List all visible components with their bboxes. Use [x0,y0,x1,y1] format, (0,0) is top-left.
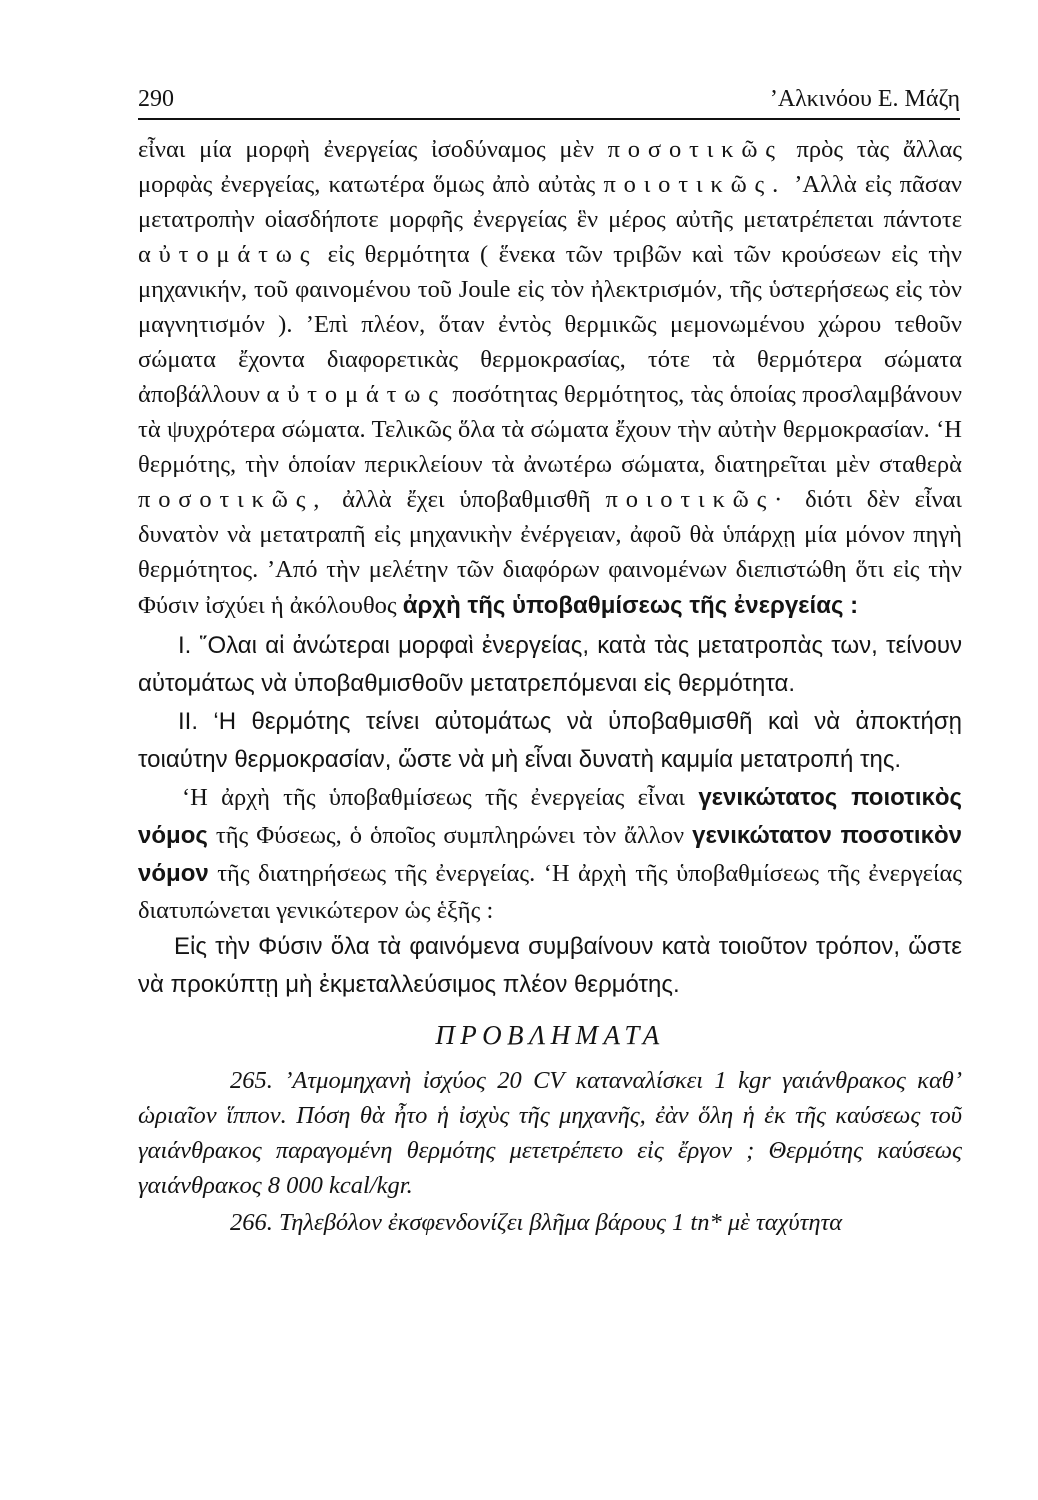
text-run: ‘Η ἀρχὴ τῆς ὑποβαθμίσεως τῆς ἐνεργείας εἶναι [182,784,699,811]
spaced-emphasis: αὐτομάτως [266,381,446,408]
text-run: πρὸς τὰς ἄλλας μορφὰς ἐνεργείας, κατωτέρα ὅμως ἀπὸ αὐτὰς [138,136,962,198]
bold-term: γενικώτατος ποιοτικὸς νόμος [138,784,963,849]
text-run: εἶναι μία μορφὴ ἐνεργείας ἰσοδύναμος μὲν [138,136,608,163]
page-header [138,82,960,120]
principle-item-2: ΙΙ. ‘Η θερμότης τείνει αὐτομάτως νὰ ὑποβαθμισθῆ καὶ νὰ ἀποκτήσῃ τοιαύτην θερμοκρασίαν, ὥστε νὰ μὴ εἶναι δυνατὴ καμμία μετατροπή της. [138,708,962,773]
spaced-emphasis: ποιοτικῶς· [605,486,791,513]
spaced-emphasis: ποσοτικῶς [607,136,783,163]
principle-statements [138,627,962,779]
bold-term: γενικώτατον ποσοτικὸν νόμον [138,822,962,887]
principle-name: ἀρχὴ τῆς ὑποβαθμίσεως τῆς ἐνεργείας : [402,592,859,619]
spaced-emphasis: ποσοτικῶς, [138,486,328,513]
text-run: τῆς διατηρήσεως τῆς ἐνεργείας. ‘Η ἀρχὴ τῆς ὑποβαθμίσεως τῆς ἐνεργείας διατυπώνεται γενικώτερον ὡς ἑξῆς : [138,860,962,924]
text-run: ἀλλὰ ἔχει ὑποβαθμισθῆ [327,486,606,513]
principle-item-1: Ι. ῞Ολαι αἱ ἀνώτεραι μορφαὶ ἐνεργείας, κατὰ τὰς μετατροπὰς των, τείνουν αὐτομάτως νὰ ὑποβαθμισθοῦν μετατρεπόμεναι εἰς θερμότητα. [138,632,962,697]
text-run: εἰς θερμότητα ( ἕνεκα τῶν τριβῶν καὶ τῶν κρούσεων εἰς τὴν μηχανικήν, τοῦ φαινομένου τοῦ Joule εἰς τὸν ἠλεκτρισμόν, τῆς ὑστερήσεως εἰς τὸν μαγνητισμόν ). ’Επὶ πλέον, ὅταν ἐντὸς θερμικῶς μεμονωμένου χώρου τεθοῦν σώματα ἔχοντα διαφορετικὰς θερμοκρασίας, τότε τὰ θερμότερα σώματα ἀποβάλλουν [138,241,962,408]
text-run: ’Αλλὰ εἰς πᾶσαν μετατροπὴν οἱασδήποτε μορφῆς ἐνεργείας ἓν μέρος αὐτῆς μετατρέπεται πάντοτε [138,171,963,233]
problems-heading: ΠΡΟΒΛΗΜΑΤΑ [435,1020,665,1050]
problem-265: 265. ’Ατμομηχανὴ ἰσχύος 20 CV καταναλίσκει 1 kgr γαιάνθρακος καθ’ ὡριαῖον ἵππον. Πόση θὰ ἦτο ἡ ἰσχὺς τῆς μηχανῆς, ἐὰν ὅλη ἡ ἐκ τῆς καύσεως τοῦ γαιάνθρακος παραγομένη θερμότης μετετρέπετο εἰς ἔργον ; Θερμότης καύσεως γαιάνθρακος 8 000 kcal/kgr. [138,1067,962,1199]
problem-266: 266. Τηλεβόλον ἐκσφενδονίζει βλῆμα βάρους 1 tn* μὲ ταχύτητα [230,1209,843,1236]
paragraph-general-law [138,779,962,928]
spaced-emphasis: αὐτομάτως [138,241,318,268]
text-run: τῆς Φύσεως, ὁ ὁποῖος συμπληρώνει τὸν ἄλλον [207,822,693,849]
text-run: ποσότητας θερμότητος, τὰς ὁποίας προσλαμβάνουν τὰ ψυχρότερα σώματα. Τελικῶς ὅλα τὰ σώματα ἔχουν τὴν αὐτὴν θερμοκρασίαν. ‘Η θερμότης, τὴν ὁποίαν περικλείουν τὰ ἀνωτέρω σώματα, διατηρεῖται μὲν σταθερὰ [138,381,962,478]
paragraph-energy-degradation [138,132,962,625]
spaced-emphasis: ποιοτικῶς. [603,171,787,198]
page-body [138,132,962,1240]
principle-summary: Εἰς τὴν Φύσιν ὅλα τὰ φαινόμενα συμβαίνουν κατὰ τοιοῦτον τρόπον, ὥστε νὰ προκύπτῃ μὴ ἐκμεταλλεύσιμος πλέον θερμότης. [138,933,962,998]
running-head: ’Αλκινόου Ε. Μάζη [769,86,960,112]
page-number: 290 [138,86,174,112]
text-run: διότι δὲν εἶναι δυνατὸν νὰ μετατραπῆ εἰς μηχανικὴν ἐνέργειαν, ἀφοῦ θὰ ὑπάρχῃ μία μόνον πηγὴ θερμότητος. ’Από τὴν μελέτην τῶν διαφόρων φαινομένων διεπιστώθη ὅτι εἰς τὴν Φύσιν ἰσχύει ἡ ἀκόλουθος [138,486,962,619]
